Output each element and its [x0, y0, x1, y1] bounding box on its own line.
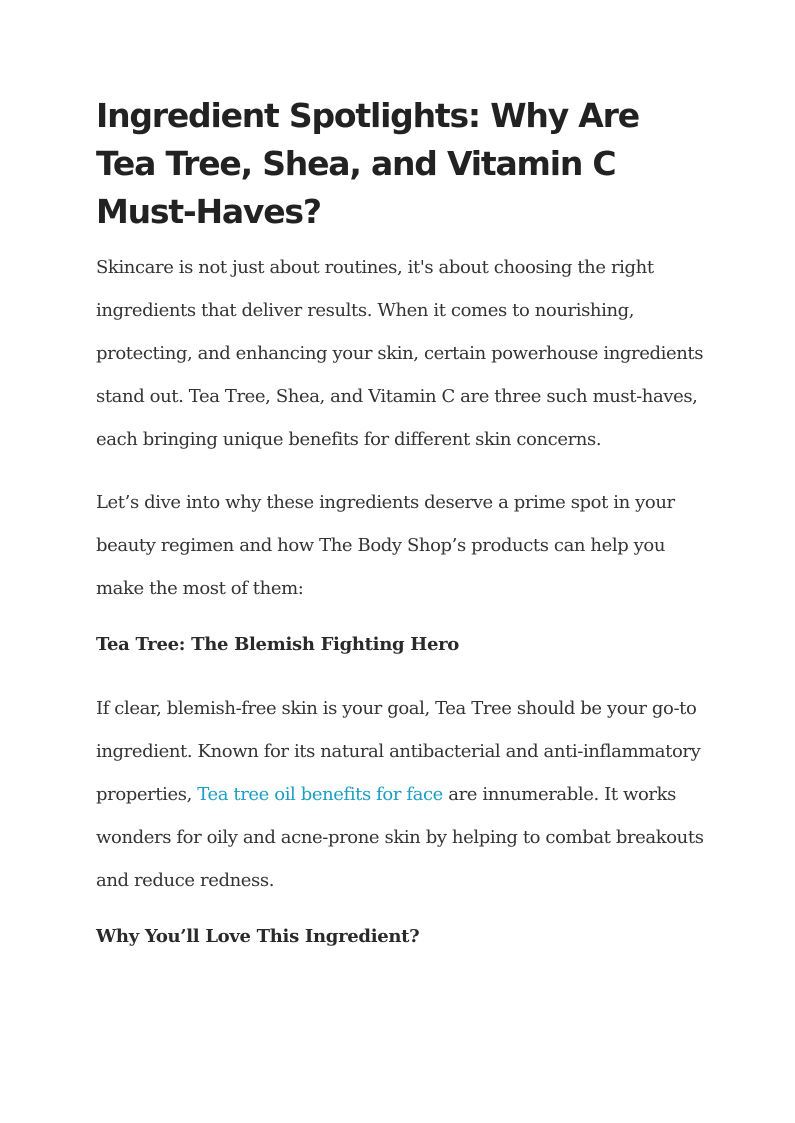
article	[96, 92, 706, 979]
tea-tree-heading: Tea Tree: The Blemish Fighting Hero	[96, 634, 460, 655]
tea-tree-paragraph	[96, 687, 706, 902]
dive-paragraph: Let’s dive into why these ingredients deserve a prime spot in your beauty regimen and how The Body Shop’s products can help you make the most of them:	[96, 492, 675, 599]
tea-tree-text-before-link: If clear, blemish-free skin is your goal, Tea Tree should be your go-to ingredient. Known for its natural antibacterial and anti-inflammatory properties,	[96, 698, 701, 805]
why-love-heading: Why You’ll Love This Ingredient?	[96, 926, 420, 947]
intro-paragraph: Skincare is not just about routines, it's about choosing the right ingredients that deliver results. When it comes to nourishing, protecting, and enhancing your skin, certain powerhouse ingredients stand out. Tea Tree, Shea, and Vitamin C are three such must-haves, each bringing unique benefits for different skin concerns.	[96, 257, 704, 450]
tea-tree-oil-benefits-link[interactable]: Tea tree oil benefits for face	[197, 784, 443, 805]
tea-tree-text-after-link: are innumerable. It works wonders for oily and acne-prone skin by helping to combat breakouts and reduce redness.	[96, 784, 704, 891]
page-title: Ingredient Spotlights: Why Are Tea Tree, Shea, and Vitamin C Must-Haves?	[96, 96, 639, 231]
